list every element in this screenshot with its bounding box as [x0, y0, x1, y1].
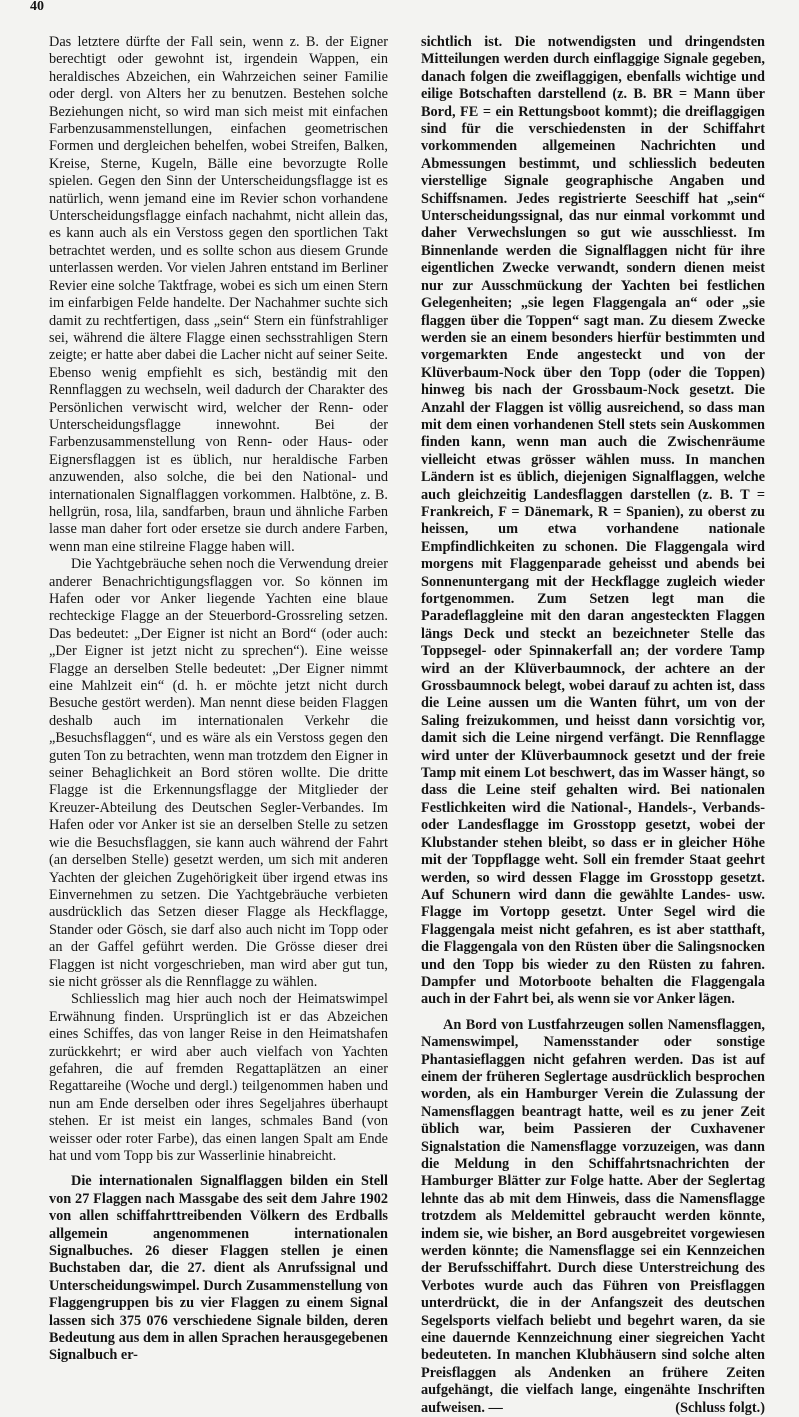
- right-column: [421, 34, 765, 1417]
- page-number: 40: [30, 0, 44, 14]
- continuation-note: (Schluss folgt.): [675, 1399, 765, 1416]
- paragraph: Die internationalen Signalflaggen bilden ein Stell von 27 Flaggen nach Massgabe des seit dem Jahre 1902 von allen schiffahrttreibenden Völkern des Erdballs allgemein angenommenen internationalen Signalbuches. 26 dieser Flaggen stellen je einen Buchstaben dar, die 27. dient als Anrufssignal und Unterscheidungswimpel. Durch Zusammenstellung von Flaggengruppen bis zu vier Flaggen zu einem Signal lassen sich 375 076 verschiedene Signale bilden, deren Bedeutung aus dem in allen Sprachen herausgegebenen Signalbuch er-: [49, 1173, 388, 1364]
- paragraph-text: An Bord von Lustfahrzeugen sollen Namensflaggen, Namenswimpel, Namensstander oder sonstige Phantasieflaggen nicht gefahren werden. Das ist auf einem der früheren Seglertage ausdrücklich besprochen worden, als ein Hamburger Verein die Zulassung der Namensflaggen beantragt hatte, weil es zu jener Zeit üblich war, beim Passieren der Cuxhavener Signalstation die Namensflagge vorzuzeigen, was dann die Meldung in den Schiffahrtsnachrichten der Hamburger Blätter zur Folge hatte. Aber der Seglertag lehnte das ab mit dem Hinweis, dass die Namensflagge trotzdem als Meldemittel gebraucht werden könnte, indem sie, wie bisher, an Bord ausgebreitet vorgewiesen werden könnte; die Namensflagge sei ein Kennzeichen der Berufsschiffahrt. Durch diese Unterstreichung des Verbotes wurde auch das Führen von Preisflaggen unterdrückt, die in der Anfangszeit des deutschen Segelsports vielfach beliebt und begehrt waren, da sie eine dauernde Kennzeichnung einer siegreichen Yacht bedeuteten. In manchen Klubhäusern sind solche alten Preisflaggen als Andenken an frühere Zeiten aufgehängt, die vielfach lange, eingenähte Inschriften aufweisen. —: [421, 1016, 765, 1416]
- paragraph: Die Yachtgebräuche sehen noch die Verwendung dreier anderer Benachrichtigungsflaggen vor. So können im Hafen oder vor Anker liegende Yachten eine blaue rechteckige Flagge an der Steuerbord-Grossreling setzen. Das bedeutet: „Der Eigner ist nicht an Bord“ (oder auch: „Der Eigner ist jetzt nicht zu sprechen“). Eine weisse Flagge an derselben Stelle bedeutet: „Der Eigner nimmt eine Mahlzeit ein“ (d. h. er möchte jetzt nicht durch Besuche gestört werden). Man nennt diese beiden Flaggen deshalb auch im internationalen Verkehr die „Besuchsflaggen“, und es wäre als ein Verstoss gegen den guten Ton zu betrachten, wenn man trotzdem den Eigner in seiner Behaglichkeit an Bord stören wollte. Die dritte Flagge ist die Erkennungsflagge der Mitglieder der Kreuzer-Abteilung des Deutschen Segler-Verbandes. Im Hafen oder vor Anker ist sie an derselben Stelle zu setzen wie die Besuchsflaggen, sie kann auch während der Fahrt (an derselben Stelle) gesetzt werden, um sich mit anderen Yachten der gleichen Zugehörigkeit über irgend etwas ins Einvernehmen zu setzen. Die Yachtgebräuche verbieten ausdrücklich das Setzen dieser Flagge als Heckflagge, Stander oder Gösch, sie darf also auch nicht im Topp oder an der Gaffel geführt werden. Die Grösse dieser drei Flaggen ist nicht vorgeschrieben, man wird aber gut tun, sie nicht grösser als die Rennflagge zu wählen.: [49, 556, 388, 990]
- paragraph: Schliesslich mag hier auch noch der Heimatswimpel Erwähnung finden. Ursprünglich ist er das Abzeichen eines Schiffes, das von langer Reise in den Heimatshafen zurückkehrt; er wird aber auch vielfach von Yachten gefahren, die auf fremden Regattaplätzen an einer Regattareihe (Woche und dergl.) teilgenommen haben und nun am Ende derselben oder ihres Segeljahres überhaupt stehen. Er ist meist ein langes, schmales Band (von weisser oder roter Farbe), das einen langen Spalt am Ende hat und vom Topp bis zur Wasserlinie hinabreicht.: [49, 991, 388, 1164]
- paragraph: Das letztere dürfte der Fall sein, wenn z. B. der Eigner berechtigt oder gewohnt ist, irgendein Wappen, ein heraldisches Abzeichen, ein Wahrzeichen seiner Familie oder dergl. von Alters her zu benutzen. Bestehen solche Beziehungen nicht, so wird man sich meist mit einfachen Farbenzusammenstellungen, einfachen geometrischen Formen und dergleichen behelfen, wobei Streifen, Balken, Kreise, Sterne, Kugeln, Bälle eine bevorzugte Rolle spielen. Gegen den Sinn der Unterscheidungsflagge ist es natürlich, wenn jemand eine im Revier schon vorhandene Unterscheidungsflagge einfach nachahmt, nicht allein das, es kann auch als ein Verstoss gegen den sportlichen Takt betrachtet werden, und es sollte schon aus diesem Grunde unterlassen werden. Vor vielen Jahren entstand im Berliner Revier eine solche Taktfrage, wobei es sich um einen Stern im einfarbigen Felde handelte. Der Nachahmer suchte sich damit zu rechtfertigen, dass „sein“ Stern ein fünfstrahliger sei, während die ältere Flagge einen sechsstrahligen Stern zeigte; er hatte aber dabei die Lacher nicht auf seiner Seite. Ebenso wenig empfiehlt es sich, beständig mit den Rennflaggen zu wechseln, weil dadurch der Charakter des Persönlichen verwischt wird, welcher der Renn- oder Unterscheidungsflagge innewohnt. Bei der Farbenzusammenstellung von Renn- oder Haus- oder Eignersflaggen ist es üblich, nur heraldische Farben anzuwenden, also solche, die bei den National- und internationalen Signalflaggen vorkommen. Halbtöne, z. B. hellgrün, rosa, lila, sandfarben, braun und ähnliche Farben lasse man daher fort oder ersetze sie durch andere Farben, wenn man eine stilreine Flagge haben will.: [49, 34, 388, 555]
- paragraph: sichtlich ist. Die notwendigsten und dringendsten Mitteilungen werden durch einflaggige Signale gegeben, danach folgen die zweiflaggigen, ebenfalls wichtige und eilige Botschaften darstellend (z. B. BR = Mann über Bord, FE = ein Rettungsboot kommt); die dreiflaggigen sind für die verschiedensten in der Schiffahrt vorkommenden allgemeinen Nachrichten und Abmessungen bestimmt, und schliesslich bedeuten vierstellige Signale geographische Angaben und Schiffsnamen. Jedes registrierte Seeschiff hat „sein“ Unterscheidungssignal, das nur einmal vorkommt und daher Verwechslungen so gut wie ausschliesst. Im Binnenlande werden die Signalflaggen nicht für ihre eigentlichen Zwecke verwandt, sondern dienen meist nur zur Ausschmückung der Yachten bei festlichen Gelegenheiten; „sie legen Flaggengala an“ oder „sie flaggen über die Toppen“ sagt man. Zu diesem Zwecke werden sie an einem besonders hierfür bestimmten und vorgemarkten Ende angesteckt und von der Klüverbaum-Nock über den Topp (oder die Toppen) hinweg bis nach der Grossbaum-Nock gesetzt. Die Anzahl der Flaggen ist völlig ausreichend, so dass man mit dem einen vorhandenen Stell stets sein Auskommen finden kann, wenn man auch die Zwischenräume vielleicht etwas grösser wählen muss. In manchen Ländern ist es üblich, diejenigen Signalflaggen, welche auch gleichzeitig Landesflaggen darstellen (z. B. T = Frankreich, F = Dänemark, R = Spanien), zu oberst zu heissen, um etwa vorhandene nationale Empfindlichkeiten zu schonen. Die Flaggengala wird morgens mit Flaggenparade geheisst und abends bei Sonnenuntergang mit der Heckflagge zugleich wieder fortgenommen. Zum Setzen legt man die Paradeflaggleine mit den daran angesteckten Flaggen längs Deck und steckt an bezeichneter Stelle das Toppsegel- oder Spinnakerfall an; der vordere Tamp wird an der Klüverbaumnock, der achtere an der Grossbaumnock belegt, wobei darauf zu achten ist, dass die Leine aussen um die Wanten führt, um von der Saling freizukommen, und heisst dann vorsichtig vor, damit sich die Leine nirgend verfängt. Die Rennflagge wird unter der Klüverbaumnock gesetzt und der freie Tamp mit einem Lot beschwert, das im Wasser hängt, so dass die Leine steif gehalten wird. Bei nationalen Festlichkeiten wird die National-, Handels-, Verbands- oder Landesflagge im Grosstopp gesetzt, wobei der Klubstander stehen bleibt, so dass er in gleicher Höhe mit der Toppflagge weht. Soll ein fremder Staat geehrt werden, so wird dessen Flagge im Grosstopp gesetzt. Auf Schunern wird dann die gewählte Landes- usw. Flagge im Vortopp gesetzt. Unter Segel wird die Flaggengala meist nicht gefahren, es ist aber statthaft, die Flaggengala von den Rüsten über die Salingsnocken und den Topp bis wieder zu den Rüsten zu fahren. Dampfer und Motorboote behalten die Flaggengala auch in der Fahrt bei, als wenn sie vor Anker lägen.: [421, 34, 765, 1008]
- paragraph: [421, 1017, 765, 1417]
- left-column: [49, 34, 388, 1365]
